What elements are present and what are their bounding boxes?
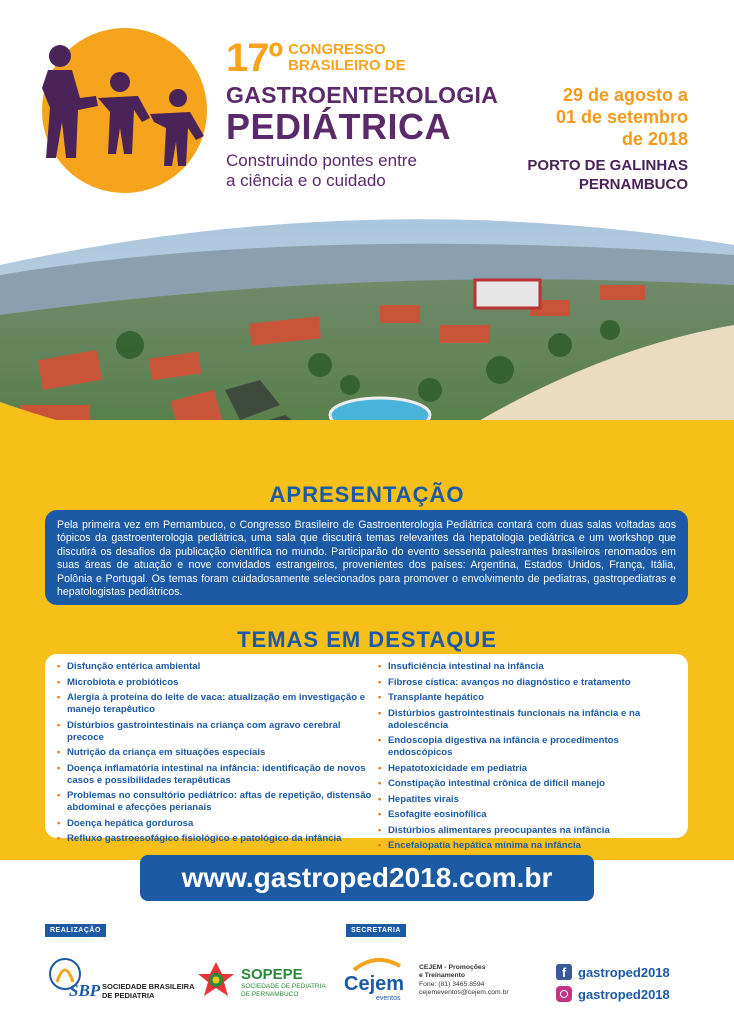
theme-item: • Fibrose cística: avanços no diagnóstico e tratamento	[378, 677, 678, 689]
cejem-logo	[340, 956, 412, 1002]
edition-number: 17º	[226, 36, 283, 80]
theme-item: • Insuficiência intestinal na infância	[378, 661, 678, 673]
sopepe-name: SOPEPE	[241, 966, 303, 983]
themes-box	[45, 654, 688, 851]
event-venue: PORTO DE GALINHAS PERNAMBUCO	[527, 157, 688, 193]
secretaria-label: SECRETARIA	[346, 924, 406, 937]
congress-title	[226, 36, 499, 191]
title-pediatrica: PEDIÁTRICA	[226, 106, 452, 147]
theme-item: • Hepatotoxicidade em pediatria	[378, 763, 678, 775]
sbp-name: SOCIEDADE BRASILEIRA DE PEDIATRIA	[102, 982, 195, 1000]
theme-item: • Disfunção entérica ambiental	[57, 661, 372, 673]
theme-item: • Problemas no consultório pediátrico: aftas de repetição, distensão abdominal e afecções perianais	[57, 790, 372, 814]
svg-text:eventos: eventos	[376, 995, 401, 1002]
theme-item: • Nutrição da criança em situações especiais	[57, 747, 372, 759]
header	[0, 0, 734, 215]
tagline: Construindo pontes entre a ciência e o cuidado	[226, 151, 417, 190]
themes-list-left	[57, 661, 372, 844]
instagram-icon	[556, 986, 572, 1002]
theme-item: • Distúrbios alimentares preocupantes na infância	[378, 825, 678, 837]
theme-item: • Microbiota e probióticos	[57, 677, 372, 689]
theme-item: • Distúrbios gastrointestinais na criança com agravo cerebral precoce	[57, 720, 372, 744]
apresentacao-title: APRESENTAÇÃO	[269, 482, 465, 507]
theme-item: • Endoscopia digestiva na infância e procedimentos endoscópicos	[378, 735, 678, 759]
cejem-phone: Fone: (81) 3465.8594	[419, 980, 485, 988]
theme-item: • Doença inflamatória intestinal na infância: identificação de novos casos e possibilidades terapêuticas	[57, 763, 372, 787]
title-gastroenterologia: GASTROENTEROLOGIA	[226, 82, 499, 108]
themes-list-right	[378, 661, 678, 851]
temas-title: TEMAS EM DESTAQUE	[237, 627, 497, 652]
sopepe-logo-icon	[196, 960, 236, 1000]
svg-text:Cejem: Cejem	[344, 973, 405, 995]
theme-item: • Constipação intestinal crônica de difícil manejo	[378, 778, 678, 790]
theme-item: • Esofagite eosinofílica	[378, 809, 678, 821]
theme-item: • Hepatites virais	[378, 794, 678, 806]
website-url-link[interactable]: www.gastroped2018.com.br	[140, 855, 594, 901]
facebook-icon: f	[556, 964, 572, 980]
social-links	[556, 962, 670, 1006]
event-dates: 29 de agosto a 01 de setembro de 2018	[555, 85, 688, 149]
realizacao-label: REALIZAÇÃO	[45, 924, 106, 937]
apresentacao-text: Pela primeira vez em Pernambuco, o Congresso Brasileiro de Gastroenterologia Pediátrica contará com duas salas voltadas aos tópicos da gastroenterologia pediátrica, uma sala que discutirá temas relevantes da hepatologia pediátrica e um workshop que discutirá os desafios da publicação científica no mundo. Participarão do evento sessenta palestrantes brasileiros renomados em suas áreas de atuação e nove convidados estrangeiros, provenientes dos países: Argentina, Estados Unidos, França, Itália, Polônia e Portugal. Os temas foram cuidadosamente selecionados para promover o envolvimento de pediatras, gastropediatras e hepatologistas pediátricos.	[45, 510, 688, 605]
theme-item: • Refluxo gastroesofágico fisiológico e patológico da infância	[57, 833, 372, 845]
instagram-link[interactable]: gastroped2018	[556, 984, 670, 1004]
svg-text:SBP: SBP	[69, 981, 101, 1000]
facebook-link[interactable]: f gastroped2018	[556, 962, 670, 982]
sopepe-subtitle: SOCIEDADE DE PEDIATRIA DE PERNAMBUCO	[241, 983, 326, 998]
theme-item: • Encefalopatia hepática mínima na infância	[378, 840, 678, 852]
theme-item: • Doença hepática gordurosa	[57, 818, 372, 830]
family-figures-icon	[38, 38, 213, 173]
cejem-contact: CEJEM - Promoções e Treinamento Fone: (81) 3465.8594 cejemeventos@cejem.com.br	[419, 964, 509, 997]
theme-item: • Transplante hepático	[378, 692, 678, 704]
theme-item: • Distúrbios gastrointestinais funcionais na infância e na adolescência	[378, 708, 678, 732]
cejem-email[interactable]: cejemeventos@cejem.com.br	[419, 989, 509, 997]
edition-words: CONGRESSO BRASILEIRO DE	[288, 41, 406, 74]
theme-item: • Alergia à proteína do leite de vaca: atualização em investigação e manejo terapêutico	[57, 692, 372, 716]
